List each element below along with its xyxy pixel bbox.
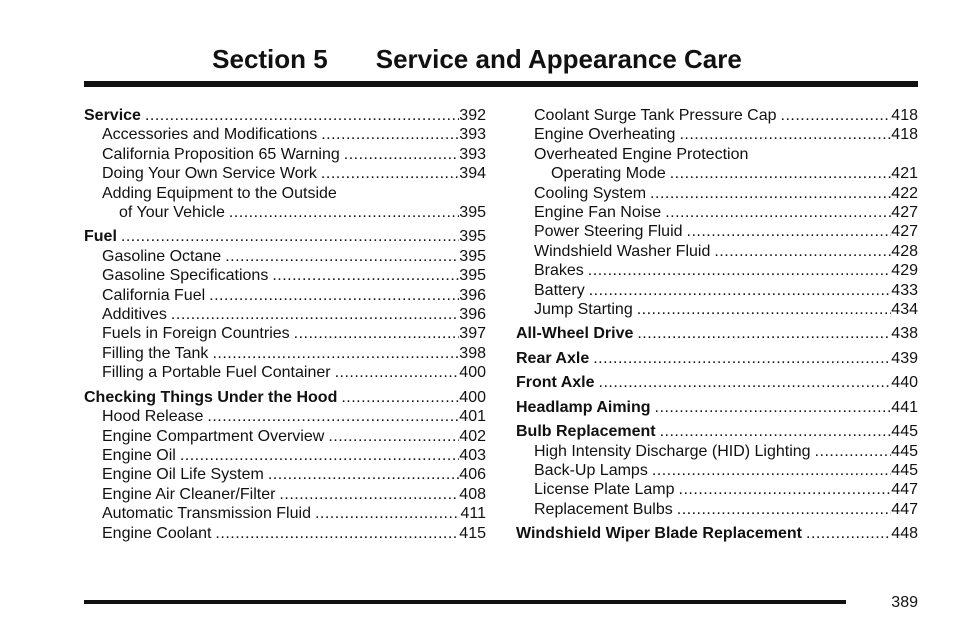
- top-rule: [84, 81, 918, 87]
- toc-leader-dots: [315, 504, 461, 523]
- toc-entry[interactable]: [516, 422, 918, 441]
- toc-entry-page: 401: [459, 408, 486, 426]
- toc-leader-dots: [145, 106, 459, 125]
- toc-entry-page: 408: [459, 485, 486, 503]
- toc-leader-dots: [637, 300, 892, 319]
- toc-leader-dots: [279, 485, 459, 504]
- toc-entry[interactable]: [84, 145, 486, 164]
- section-heading: Service and Appearance Care: [375, 44, 742, 74]
- toc-entry[interactable]: [84, 407, 486, 426]
- toc-entry[interactable]: [84, 524, 486, 543]
- toc-entry[interactable]: [84, 446, 486, 465]
- toc-entry[interactable]: [516, 125, 918, 144]
- toc-entry-label: Windshield Washer Fluid: [534, 242, 711, 260]
- toc-entry[interactable]: [84, 106, 486, 125]
- toc-entry-label: Back-Up Lamps: [534, 461, 648, 479]
- toc-entry-label: All-Wheel Drive: [516, 325, 634, 343]
- toc-entry-label: Brakes: [534, 262, 584, 280]
- toc-leader-dots: [121, 227, 459, 246]
- toc-entry-page: 400: [459, 388, 486, 406]
- toc-entry[interactable]: [84, 363, 486, 382]
- toc-entry-page: 402: [459, 427, 486, 445]
- toc-entry[interactable]: [516, 222, 918, 241]
- toc-leader-dots: [215, 524, 459, 543]
- toc-leader-dots: [321, 125, 459, 144]
- toc-leader-dots: [341, 388, 459, 407]
- toc-entry-label: Adding Equipment to the Outside: [102, 184, 337, 202]
- toc-entry-label: Filling a Portable Fuel Container: [102, 364, 331, 382]
- toc-entry[interactable]: [84, 247, 486, 266]
- toc-entry-page: 395: [459, 247, 486, 265]
- toc-entry-label: Power Steering Fluid: [534, 223, 683, 241]
- toc-leader-dots: [714, 242, 891, 261]
- toc-entry-label: Replacement Bulbs: [534, 500, 673, 518]
- toc-entry-page: 445: [891, 423, 918, 441]
- toc-entry[interactable]: [516, 184, 918, 203]
- toc-entry-page: 394: [459, 165, 486, 183]
- toc-entry-page: 438: [891, 325, 918, 343]
- toc-column-right: [516, 106, 918, 544]
- toc-leader-dots: [637, 324, 891, 343]
- toc-entry[interactable]: [516, 164, 918, 183]
- toc-entry-label: Battery: [534, 281, 585, 299]
- toc-entry-page: 395: [459, 204, 486, 222]
- section-title: [0, 42, 954, 76]
- toc-entry-label: Front Axle: [516, 374, 595, 392]
- toc-entry-label: Doing Your Own Service Work: [102, 165, 317, 183]
- toc-leader-dots: [781, 106, 892, 125]
- toc-leader-dots: [660, 422, 892, 441]
- toc-leader-dots: [272, 266, 459, 285]
- toc-entry[interactable]: [516, 373, 918, 392]
- toc-entry-label: Windshield Wiper Blade Replacement: [516, 525, 802, 543]
- toc-entry-page: 447: [891, 481, 918, 499]
- toc-entry[interactable]: [516, 106, 918, 125]
- toc-entry-page: 433: [891, 281, 918, 299]
- toc-entry[interactable]: [516, 203, 918, 222]
- toc-entry[interactable]: [84, 344, 486, 363]
- toc-entry-page: 393: [459, 145, 486, 163]
- toc-entry-page: 418: [891, 107, 918, 124]
- toc-entry-page: 411: [460, 505, 486, 523]
- toc-entry-label: Checking Things Under the Hood: [84, 388, 338, 406]
- toc-entry-page: 440: [891, 374, 918, 392]
- toc-entry-label: of Your Vehicle: [119, 204, 225, 222]
- toc-leader-dots: [655, 398, 892, 417]
- toc-entry[interactable]: [84, 266, 486, 285]
- toc-entry-label: Engine Overheating: [534, 126, 676, 144]
- toc-entry-label: Operating Mode: [551, 165, 666, 183]
- toc-entry[interactable]: [516, 261, 918, 280]
- toc-entry-page: 395: [459, 267, 486, 285]
- toc-column-left: [84, 106, 486, 543]
- toc-leader-dots: [665, 203, 891, 222]
- toc-entry[interactable]: [84, 164, 486, 183]
- toc-entry-label: Engine Oil Life System: [102, 466, 264, 484]
- toc-entry[interactable]: [84, 324, 486, 343]
- toc-leader-dots: [180, 446, 459, 465]
- toc-leader-dots: [652, 461, 891, 480]
- toc-entry[interactable]: [516, 145, 918, 164]
- toc-entry-page: 428: [891, 242, 918, 260]
- toc-entry-label: Cooling System: [534, 184, 647, 202]
- toc-entry-page: 427: [891, 223, 918, 241]
- toc-entry[interactable]: [84, 184, 486, 203]
- toc-leader-dots: [328, 427, 459, 446]
- toc-entry[interactable]: [84, 485, 486, 504]
- toc-leader-dots: [225, 247, 459, 266]
- toc-entry-label: Bulb Replacement: [516, 423, 656, 441]
- toc-entry[interactable]: [516, 324, 918, 343]
- toc-entry-label: Automatic Transmission Fluid: [102, 505, 311, 523]
- toc-entry-page: 395: [459, 228, 486, 246]
- toc-entry-page: 406: [459, 466, 486, 484]
- toc-entry[interactable]: [84, 504, 486, 523]
- toc-entry[interactable]: [516, 281, 918, 300]
- toc-entry[interactable]: [516, 442, 918, 461]
- toc-entry[interactable]: [84, 465, 486, 484]
- toc-entry[interactable]: [84, 388, 486, 407]
- toc-entry[interactable]: [516, 524, 918, 543]
- toc-leader-dots: [344, 145, 460, 164]
- toc-entry-page: 418: [891, 126, 918, 144]
- toc-entry-page: 434: [891, 301, 918, 319]
- toc-entry[interactable]: [84, 427, 486, 446]
- toc-entry[interactable]: [516, 300, 918, 319]
- toc-leader-dots: [687, 222, 892, 241]
- toc-entry-label: Filling the Tank: [102, 344, 209, 362]
- toc-entry-label: Fuel: [84, 228, 117, 246]
- toc-entry-page: 445: [891, 461, 918, 479]
- toc-entry-label: Gasoline Specifications: [102, 267, 269, 285]
- toc-entry[interactable]: [516, 480, 918, 499]
- toc-leader-dots: [599, 373, 892, 392]
- toc-leader-dots: [679, 480, 892, 499]
- toc-entry-label: Jump Starting: [534, 301, 633, 319]
- toc-entry-label: Additives: [102, 306, 167, 324]
- toc-entry-label: Overheated Engine Protection: [534, 145, 749, 163]
- toc-leader-dots: [171, 305, 459, 324]
- toc-entry[interactable]: [516, 242, 918, 261]
- toc-entry-page: 396: [459, 306, 486, 324]
- toc-entry-label: Rear Axle: [516, 349, 590, 367]
- toc-entry[interactable]: [516, 349, 918, 368]
- toc-entry[interactable]: [84, 305, 486, 324]
- toc-entry[interactable]: [84, 203, 486, 222]
- toc-leader-dots: [268, 465, 459, 484]
- toc-entry[interactable]: [84, 286, 486, 305]
- toc-leader-dots: [589, 281, 892, 300]
- toc-entry-page: 429: [891, 262, 918, 280]
- toc-entry-label: Engine Coolant: [102, 524, 212, 542]
- toc-entry-page: 396: [459, 286, 486, 304]
- toc-entry-page: 448: [891, 525, 918, 543]
- toc-entry-page: 445: [891, 442, 918, 460]
- toc-entry-label: Gasoline Octane: [102, 247, 222, 265]
- toc-entry-label: California Proposition 65 Warning: [102, 145, 340, 163]
- toc-entry-label: California Fuel: [102, 286, 206, 304]
- toc-leader-dots: [335, 363, 460, 382]
- toc-leader-dots: [593, 349, 891, 368]
- toc-leader-dots: [806, 524, 891, 543]
- toc-entry-page: 393: [459, 126, 486, 144]
- toc-entry-page: 427: [891, 204, 918, 222]
- toc-leader-dots: [815, 442, 892, 461]
- toc-entry-label: Hood Release: [102, 408, 204, 426]
- toc-entry[interactable]: [516, 398, 918, 417]
- toc-entry-page: 421: [891, 165, 918, 183]
- toc-entry-page: 398: [459, 344, 486, 362]
- toc-entry-label: License Plate Lamp: [534, 481, 675, 499]
- toc-leader-dots: [677, 500, 892, 519]
- toc-entry-label: Fuels in Foreign Countries: [102, 325, 290, 343]
- toc-leader-dots: [588, 261, 892, 280]
- toc-leader-dots: [670, 164, 892, 183]
- toc-entry-label: Engine Fan Noise: [534, 204, 662, 222]
- toc-entry-page: 447: [891, 500, 918, 518]
- toc-entry-page: 415: [459, 524, 486, 542]
- toc-leader-dots: [650, 184, 891, 203]
- bottom-rule: [84, 600, 846, 604]
- toc-entry-label: High Intensity Discharge (HID) Lighting: [534, 442, 811, 460]
- toc-entry[interactable]: [516, 500, 918, 519]
- toc-entry-label: Service: [84, 107, 141, 124]
- toc-entry-label: Accessories and Modifications: [102, 126, 318, 144]
- toc-leader-dots: [207, 407, 459, 426]
- toc-entry-page: 422: [891, 184, 918, 202]
- toc-entry[interactable]: [84, 125, 486, 144]
- toc-entry-page: 403: [459, 446, 486, 464]
- toc-entry-label: Headlamp Aiming: [516, 398, 651, 416]
- toc-leader-dots: [679, 125, 891, 144]
- toc-entry-label: Engine Oil: [102, 446, 176, 464]
- toc-entry-page: 439: [891, 349, 918, 367]
- page-number: 389: [891, 594, 918, 611]
- toc-leader-dots: [229, 203, 459, 222]
- toc-entry-label: Coolant Surge Tank Pressure Cap: [534, 107, 777, 124]
- toc-leader-dots: [209, 286, 459, 305]
- toc-entry-label: Engine Compartment Overview: [102, 427, 325, 445]
- toc-entry[interactable]: [516, 461, 918, 480]
- section-label: Section 5: [212, 44, 328, 74]
- toc-entry-page: 397: [459, 325, 486, 343]
- toc-entry-label: Engine Air Cleaner/Filter: [102, 485, 276, 503]
- toc-entry-page: 441: [891, 398, 918, 416]
- toc-leader-dots: [212, 344, 459, 363]
- toc-leader-dots: [294, 324, 460, 343]
- toc-entry-page: 392: [459, 107, 486, 124]
- toc-entry[interactable]: [84, 227, 486, 246]
- toc-entry-page: 400: [459, 364, 486, 382]
- toc-leader-dots: [321, 164, 459, 183]
